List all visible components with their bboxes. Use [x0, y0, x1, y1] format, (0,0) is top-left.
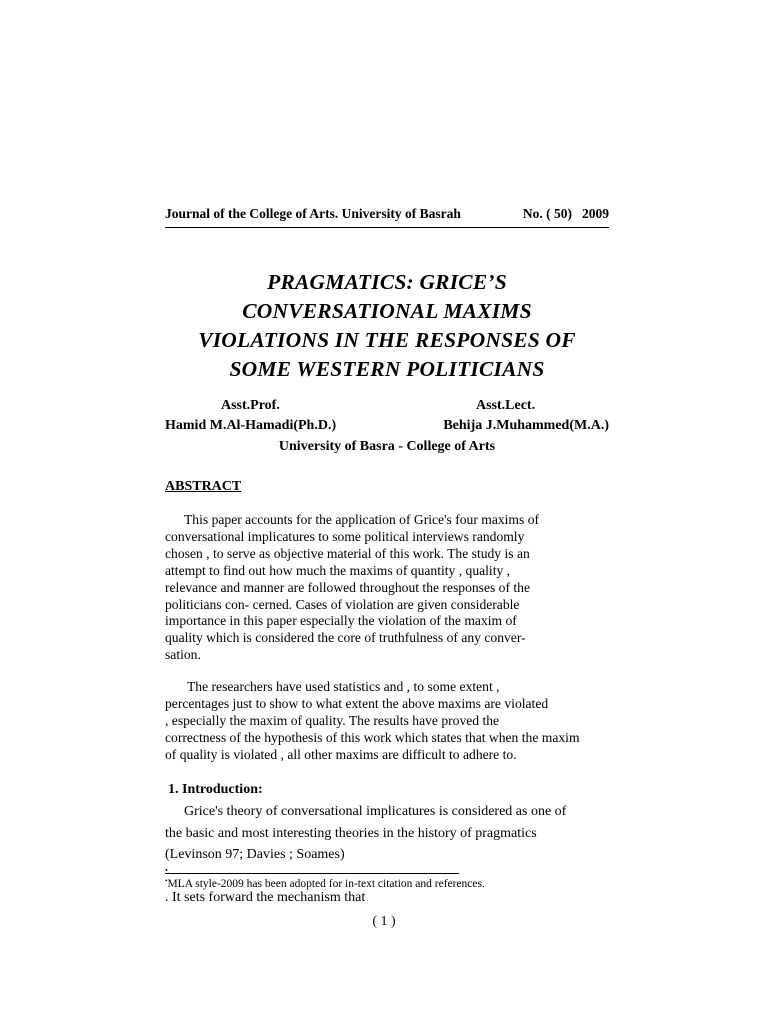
affiliation: University of Basra - College of Arts [278, 439, 496, 454]
header-rule [165, 227, 609, 228]
author-2-title: Asst.Lect. [476, 398, 536, 413]
abstract-paragraph-1 [165, 512, 605, 664]
citation-text: (Levinson 97; Davies ; Soames) [165, 847, 345, 862]
author-names [165, 418, 609, 434]
author-2-name: Behija J.Muhammed(M.A.) [443, 418, 609, 433]
introduction-paragraph [165, 801, 605, 909]
text-line: relevance and manner are followed throughout the responses of the [165, 579, 531, 595]
text-line [165, 844, 605, 909]
footnote [165, 878, 485, 890]
text-line: The researchers have used statistics and , to some extent , [187, 679, 500, 694]
text-line: percentages just to show to what extent the above maxims are violated [165, 695, 549, 711]
footnote-marker-symbol: • [165, 877, 168, 885]
footnote-rule [165, 873, 459, 874]
title-line: SOME WESTERN POLITICIANS [229, 357, 545, 381]
issue-info [523, 206, 609, 222]
abstract-heading: ABSTRACT [165, 479, 242, 494]
author-1-title: Asst.Prof. [221, 398, 280, 413]
footnote-marker[interactable]: • [165, 865, 168, 875]
text-line: attempt to find out how much the maxims of quantity , quality , [165, 562, 511, 578]
journal-name: Journal of the College of Arts. University of Basrah [165, 206, 461, 221]
abstract-paragraph-2 [165, 679, 605, 764]
page-number: ( 1 ) [372, 914, 396, 929]
text-line: correctness of the hypothesis of this work which states that when the maxim [165, 729, 580, 745]
title-line: PRAGMATICS: GRICE’S [267, 270, 507, 294]
issue-number: No. ( 50) [522, 206, 572, 221]
title-line: CONVERSATIONAL MAXIMS [242, 299, 532, 323]
text-line: quality which is considered the core of truthfulness of any conver- [165, 630, 526, 646]
title-line: VIOLATIONS IN THE RESPONSES OF [198, 328, 576, 352]
text-line: the basic and most interesting theories in the history of pragmatics [165, 825, 537, 841]
text-line: This paper accounts for the application of Grice's four maxims of [184, 512, 540, 527]
text-line: , especially the maxim of quality. The results have proved the [165, 712, 500, 728]
issue-year: 2009 [582, 206, 609, 221]
running-head [165, 206, 609, 222]
text-line: importance in this paper especially the violation of the maxim of [165, 613, 517, 629]
paper-title [165, 268, 609, 384]
text-line: politicians con- cerned. Cases of violation are given considerable [165, 596, 520, 612]
text-continuation: . It sets forward the mechanism that [165, 890, 366, 905]
text-line: Grice's theory of conversational implicatures is considered as one of [184, 804, 567, 819]
text-line: of quality is violated , all other maxims are difficult to adhere to. [165, 746, 517, 762]
text-line: conversational implicatures to some political interviews randomly [165, 528, 525, 544]
text-line: sation. [165, 647, 201, 663]
introduction-heading: 1. Introduction: [168, 782, 263, 797]
text-line: chosen , to serve as objective material of this work. The study is an [165, 545, 530, 561]
footnote-text: MLA style-2009 has been adopted for in-text citation and references. [167, 878, 485, 890]
author-1-name: Hamid M.Al-Hamadi(Ph.D.) [165, 418, 337, 433]
